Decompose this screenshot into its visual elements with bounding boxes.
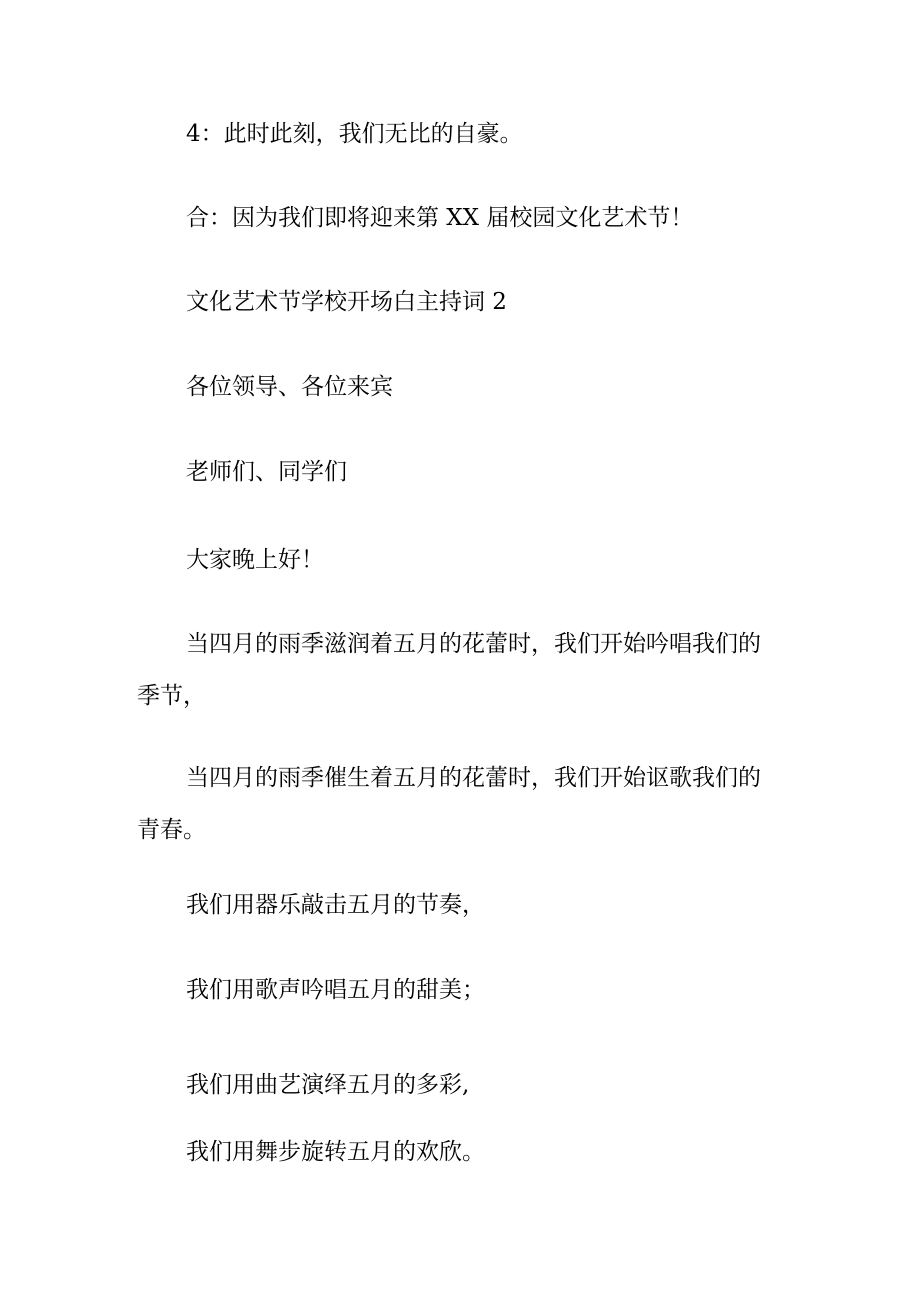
text-line: 各位领导、各位来宾 [186, 374, 393, 400]
text-line: 我们用歌声吟唱五月的甜美； [186, 977, 485, 1003]
text-line: 4：此时此刻，我们无比的自豪。 [186, 121, 523, 147]
text-line: 老师们、同学们 [186, 459, 347, 485]
paragraph: 当四月的雨季滋润着五月的花蕾时，我们开始吟唱我们的季节， [137, 631, 761, 709]
section-heading: 文化艺术节学校开场白主持词 2 [186, 289, 507, 315]
paragraph: 当四月的雨季催生着五月的花蕾时，我们开始讴歌我们的青春。 [137, 765, 761, 843]
text-line: 我们用曲艺演绎五月的多彩, [186, 1072, 470, 1098]
text-line: 合：因为我们即将迎来第 XX 届校园文化艺术节！ [186, 205, 694, 231]
text-line: 我们用器乐敲击五月的节奏， [186, 892, 485, 918]
text-line: 大家晚上好！ [186, 547, 324, 573]
text-line: 我们用舞步旋转五月的欢欣。 [186, 1139, 485, 1165]
